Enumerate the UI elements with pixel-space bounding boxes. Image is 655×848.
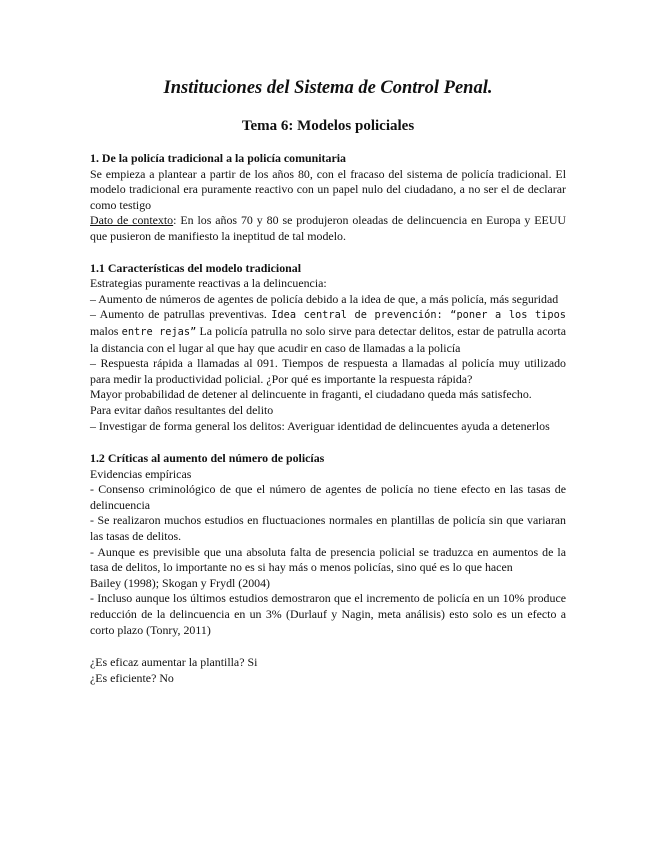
question-1: ¿Es eficaz aumentar la plantilla? Si (90, 655, 258, 670)
list-item: – Respuesta rápida a llamadas al 091. Tiempos de respuesta a llamadas al policía muy utilizado para medir la productividad policial. ¿Por qué es importante la respuesta rápida? (90, 356, 566, 386)
section-1-context (90, 213, 566, 244)
list-item-continuation: Mayor probabilidad de detener al delincuente in fraganti, el ciudadano queda más satisfecho. (90, 387, 532, 402)
citation: Bailey (1998); Skogan y Frydl (2004) (90, 575, 270, 590)
list-item (90, 307, 566, 356)
section-1-heading: 1. De la policía tradicional a la policía comunitaria (90, 151, 346, 165)
highlighted-quote: Idea central de prevención: “poner a los tipos (271, 309, 566, 322)
list-item: – Aumento de números de agentes de policía debido a la idea de que, a más policía, más seguridad (90, 291, 559, 306)
list-item: - Incluso aunque los últimos estudios demostraron que el incremento de policía en un 10% produce reducción de la delincuencia en un 3% (Durlauf y Nagin, meta análisis) esto solo es un efecto a corto plazo (Tonry, 2011) (90, 591, 566, 637)
question-2: ¿Es eficiente? No (90, 670, 174, 685)
document-body (90, 151, 566, 686)
section-1-2-lead: Evidencias empíricas (90, 466, 192, 481)
list-item-continuation: Para evitar daños resultantes del delito (90, 402, 274, 417)
section-1-1-heading: 1.1 Características del modelo tradicional (90, 260, 302, 275)
item-text: La policía patrulla no solo sirve para detectar delitos, estar de patrulla acorta la distancia con el lugar al que hay que acudir en caso de llamadas a la policía (90, 323, 566, 355)
item-text: – Aumento de patrullas preventivas. (90, 307, 267, 322)
section-1-2-heading: 1.2 Críticas al aumento del número de policías (90, 451, 325, 466)
section-1-1-lead: Estrategias puramente reactivas a la delincuencia: (90, 276, 327, 291)
context-label: Dato de contexto (90, 213, 174, 228)
document-subtitle: Tema 6: Modelos policiales (241, 118, 415, 134)
list-item: - Consenso criminológico de que el número de agentes de policía no tiene efecto en las tasas de delincuencia (90, 482, 566, 512)
list-item: - Se realizaron muchos estudios en fluctuaciones normales en plantillas de policía sin que variaran las tasas de delitos. (90, 513, 566, 544)
context-text: : En los años 70 y 80 se produjeron oleadas de delincuencia en Europa y EEUU que pusieron de manifiesto la ineptitud de tal modelo. (90, 213, 566, 243)
item-text: malos (90, 323, 119, 338)
list-item: - Aunque es previsible que una absoluta falta de presencia policial se traduzca en aumentos de la tasa de delitos, lo importante no es si hay más o menos policías, sino qué es lo que hacen (90, 544, 566, 575)
section-1-intro: Se empieza a plantear a partir de los años 80, con el fracaso del sistema de policía tradicional. El modelo tradicional era puramente reactivo con un papel nulo del ciudadano, a no ser el de declarar como testigo (90, 166, 566, 212)
list-item: – Investigar de forma general los delitos: Averiguar identidad de delincuentes ayuda a detenerlos (90, 418, 550, 433)
document-title: Instituciones del Sistema de Control Penal. (163, 78, 493, 98)
highlighted-quote: entre rejas” (121, 325, 197, 338)
